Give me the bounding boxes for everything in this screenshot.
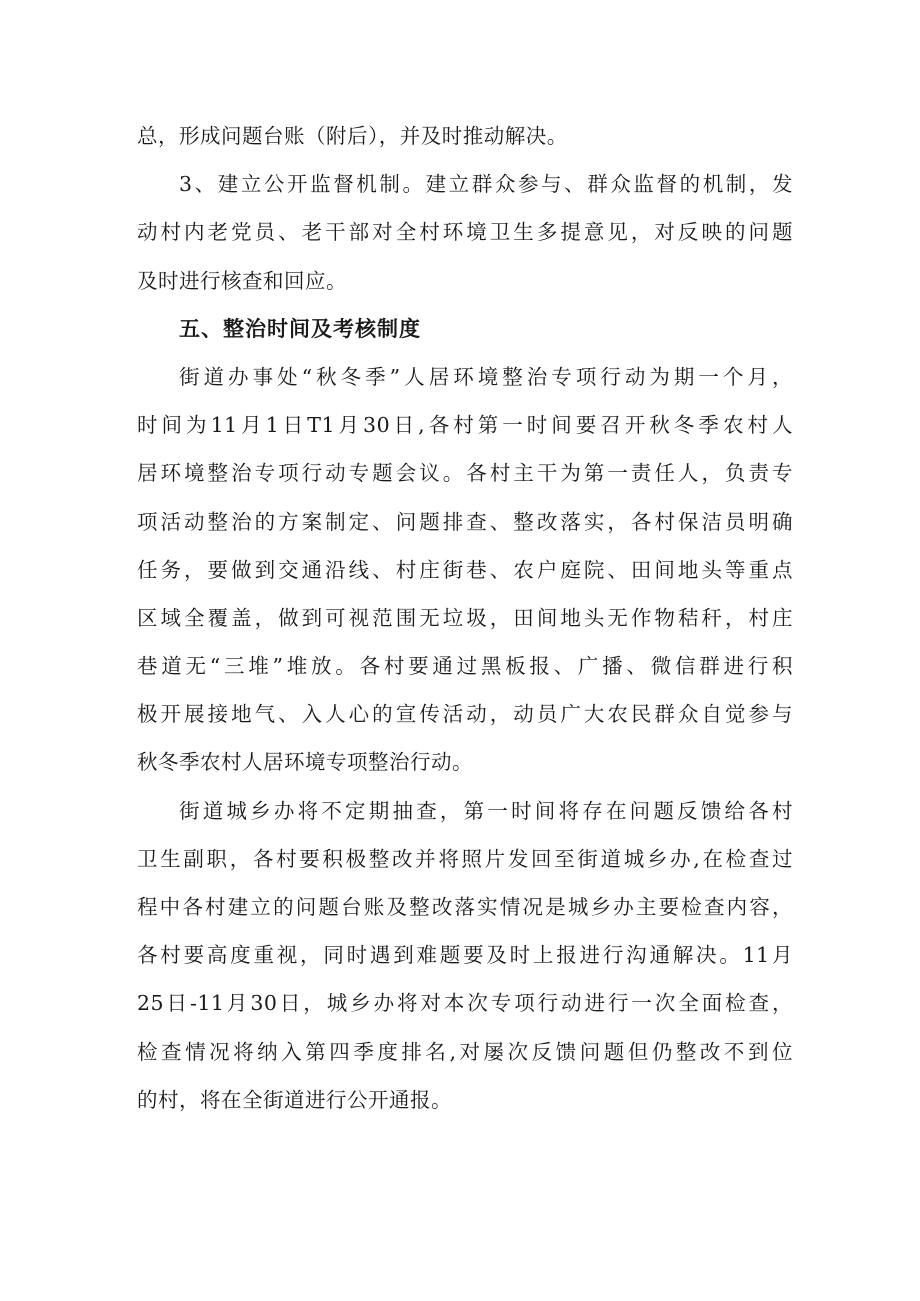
text-line: 居环境整治专项行动专题会议。各村主干为第一责任人，负责专: [137, 461, 793, 486]
text-line: 巷道无“三堆”堆放。各村要通过黑板报、广播、微信群进行积: [137, 654, 793, 679]
text-line: 项活动整治的方案制定、问题排查、整改落实，各村保洁员明确: [137, 509, 793, 534]
text-line: 街道办事处“秋冬季”人居环境整治专项行动为期一个月，: [179, 364, 793, 389]
paragraph-2: [137, 160, 793, 305]
text-line: 街道城乡办将不定期抽查，第一时间将存在问题反馈给各村: [179, 798, 793, 823]
text-line: 总，形成问题台账（附后），并及时推动解决。: [137, 124, 568, 148]
text-line: 3、建立公开监督机制。建立群众参与、群众监督的机制，发: [179, 172, 793, 197]
text-line: 时间为11月1日T1月30日,各村第一时间要召开秋冬季农村人: [137, 413, 793, 438]
paragraph-4: [137, 787, 793, 1124]
paragraph-3: [137, 353, 793, 787]
document-page: [137, 112, 793, 1124]
text-line: 25日-11月30日，城乡办将对本次专项行动进行一次全面检查，: [137, 991, 793, 1016]
text-line: 区域全覆盖，做到可视范围无垃圾，田间地头无作物秸秆，村庄: [137, 605, 793, 630]
text-line: 任务，要做到交通沿线、村庄街巷、农户庭院、田间地头等重点: [137, 557, 793, 582]
text-line: 及时进行核查和回应。: [137, 268, 347, 293]
paragraph-1: [137, 112, 793, 160]
text-line: 检查情况将纳入第四季度排名,对屡次反馈问题但仍整改不到位: [137, 1039, 793, 1064]
text-line: 秋冬季农村人居环境专项整治行动。: [137, 750, 473, 775]
text-line: 的村，将在全街道进行公开通报。: [137, 1087, 452, 1112]
text-line: 动村内老党员、老干部对全村环境卫生多提意见，对反映的问题: [137, 220, 793, 245]
text-line: 程中各村建立的问题台账及整改落实情况是城乡办主要检查内容，: [137, 895, 793, 919]
section-heading: 五、整治时间及考核制度: [179, 316, 421, 341]
text-line: 极开展接地气、入人心的宣传活动，动员广大农民群众自觉参与: [137, 702, 793, 727]
text-line: 各村要高度重视，同时遇到难题要及时上报进行沟通解决。11月: [137, 943, 793, 968]
text-line: 卫生副职，各村要积极整改并将照片发回至街道城乡办,在检查过: [137, 846, 793, 871]
